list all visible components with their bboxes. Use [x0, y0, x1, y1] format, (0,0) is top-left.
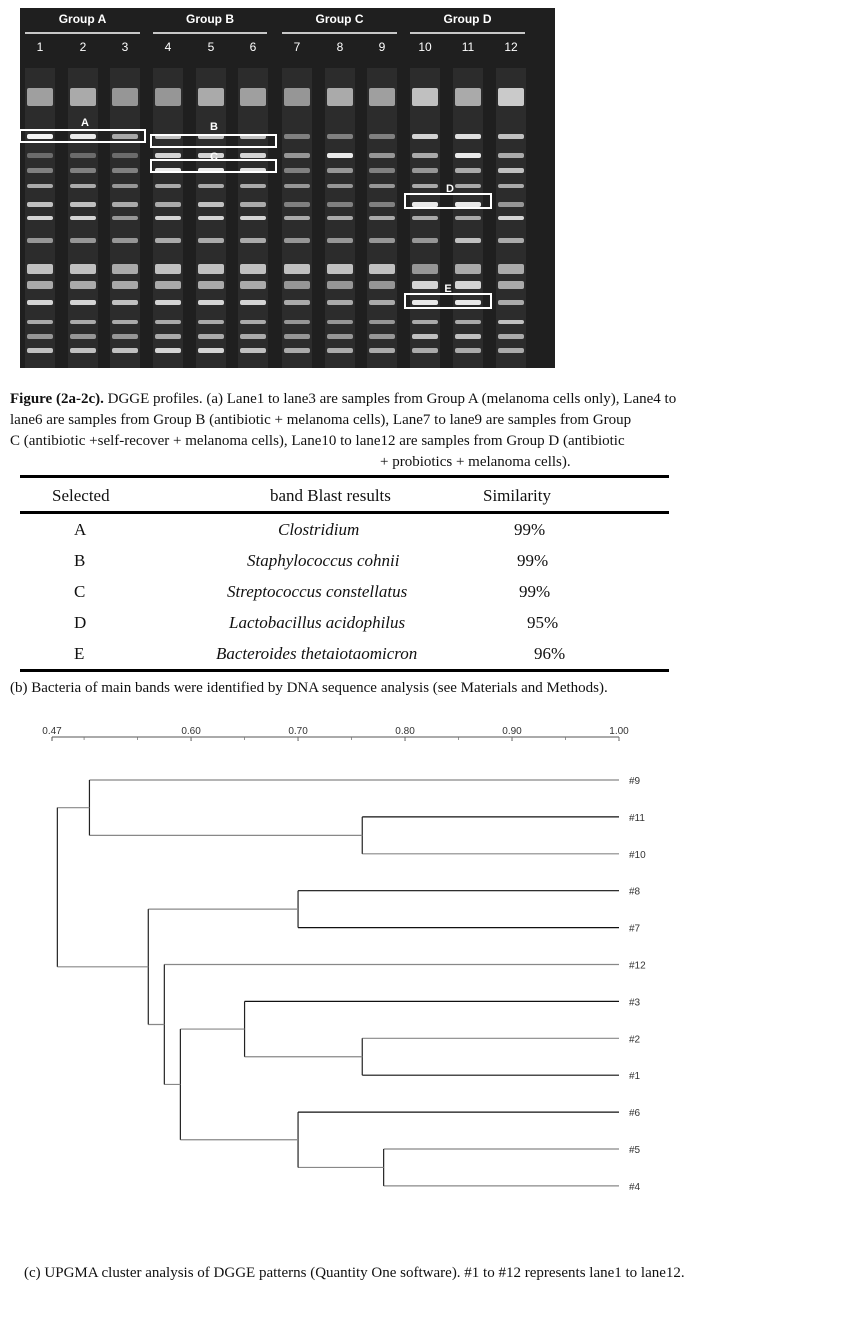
gel-band — [198, 348, 224, 353]
gel-band — [198, 238, 224, 243]
gel-band — [455, 184, 481, 188]
gel-band — [198, 184, 224, 188]
gel-band — [498, 134, 524, 139]
gel-band — [455, 202, 481, 207]
gel-band — [455, 300, 481, 305]
gel-band — [198, 216, 224, 220]
cell-band: E — [74, 644, 85, 663]
gel-band — [27, 300, 53, 305]
gel-band — [412, 202, 438, 207]
axis-tick-label: 0.60 — [181, 726, 201, 737]
table-row — [20, 638, 669, 669]
gel-band — [27, 320, 53, 324]
gel-band — [498, 88, 524, 106]
gel-band — [155, 348, 181, 353]
gel-band — [327, 238, 353, 243]
gel-band — [412, 320, 438, 324]
leaf-label: #1 — [629, 1071, 641, 1083]
leaf-label: #11 — [629, 812, 645, 824]
gel-band — [112, 216, 138, 220]
lane-number: 3 — [121, 40, 129, 54]
lane-number: 10 — [418, 40, 432, 54]
gel-band — [369, 281, 395, 289]
gel-band — [70, 168, 96, 173]
gel-band — [112, 134, 138, 139]
gel-band — [27, 348, 53, 353]
gel-band — [240, 216, 266, 220]
gel-band — [70, 264, 96, 274]
gel-band — [327, 300, 353, 305]
cell-species: Staphylococcus cohnii — [247, 551, 400, 570]
table-row — [20, 514, 669, 545]
gel-band — [198, 320, 224, 324]
gel-band — [70, 88, 96, 106]
cell-band: C — [74, 582, 86, 601]
gel-band — [327, 184, 353, 188]
upgma-dendrogram — [0, 715, 864, 1215]
gel-band — [198, 88, 224, 106]
gel-band — [327, 134, 353, 139]
gel-band — [155, 153, 181, 158]
gel-band — [27, 168, 53, 173]
gel-band — [240, 88, 266, 106]
table-row — [20, 576, 669, 607]
caption-a-line4: + probiotics + melanoma cells). — [380, 454, 571, 470]
gel-band — [455, 216, 481, 220]
gel-band — [155, 238, 181, 243]
gel-band — [155, 184, 181, 188]
leaf-label: #3 — [629, 997, 641, 1009]
gel-band — [498, 202, 524, 207]
leaf-label: #8 — [629, 886, 641, 898]
gel-band — [455, 134, 481, 139]
cell-similarity: 99% — [519, 582, 551, 601]
gel-band — [498, 300, 524, 305]
gel-band — [70, 238, 96, 243]
group-label: Group D — [443, 12, 492, 26]
gel-band — [455, 88, 481, 106]
gel-band — [412, 264, 438, 274]
gel-band — [284, 334, 310, 339]
lane-number: 4 — [164, 40, 172, 54]
gel-band — [284, 300, 310, 305]
gel-band — [455, 264, 481, 274]
gel-band — [498, 334, 524, 339]
gel-band — [240, 281, 266, 289]
group-label: Group A — [58, 12, 107, 26]
header-selected: Selected — [52, 486, 110, 505]
gel-band — [284, 202, 310, 207]
gel-band — [412, 238, 438, 243]
gel-band — [369, 264, 395, 274]
gel-band — [284, 184, 310, 188]
gel-band — [27, 202, 53, 207]
lane-number: 9 — [378, 40, 386, 54]
figure-caption-b: (b) Bacteria of main bands were identified by DNA sequence analysis (see Materials and Methods). — [10, 680, 608, 696]
blast-results-table — [20, 475, 669, 672]
axis-tick-label: 0.80 — [395, 726, 415, 737]
leaf-label: #4 — [629, 1181, 641, 1193]
lane-number: 5 — [207, 40, 215, 54]
cell-species: Streptococcus constellatus — [227, 582, 408, 601]
header-similarity: Similarity — [483, 486, 551, 505]
gel-band — [498, 238, 524, 243]
gel-band — [284, 216, 310, 220]
lane-number: 12 — [504, 40, 518, 54]
lane-number: 7 — [293, 40, 301, 54]
gel-band — [284, 348, 310, 353]
gel-band — [327, 153, 353, 158]
gel-band — [369, 320, 395, 324]
leaf-label: #10 — [629, 849, 646, 861]
gel-band — [112, 238, 138, 243]
group-label: Group B — [186, 12, 234, 26]
cell-band: A — [74, 520, 87, 539]
gel-band — [198, 202, 224, 207]
gel-band — [70, 281, 96, 289]
leaf-label: #2 — [629, 1034, 641, 1046]
gel-band — [27, 216, 53, 220]
cell-species: Bacteroides thetaiotaomicron — [216, 644, 418, 663]
gel-band — [284, 264, 310, 274]
gel-band — [284, 134, 310, 139]
gel-band — [455, 334, 481, 339]
lane-number: 2 — [79, 40, 87, 54]
gel-band — [327, 216, 353, 220]
gel-band — [70, 300, 96, 305]
gel-band — [412, 348, 438, 353]
gel-band — [240, 153, 266, 158]
group-label: Group C — [315, 12, 364, 26]
gel-band — [327, 320, 353, 324]
gel-band — [369, 238, 395, 243]
axis-tick-label: 0.70 — [288, 726, 308, 737]
gel-band — [327, 281, 353, 289]
gel-band — [240, 238, 266, 243]
cell-similarity: 99% — [514, 520, 546, 539]
gel-svg — [20, 8, 555, 368]
gel-band — [455, 168, 481, 173]
cell-similarity: 95% — [527, 613, 559, 632]
gel-band — [455, 238, 481, 243]
leaf-label: #12 — [629, 960, 646, 972]
caption-a-line2: lane6 are samples from Group B (antibiotic + melanoma cells), Lane7 to lane9 are samples from Group — [10, 412, 632, 428]
gel-band — [27, 238, 53, 243]
gel-band — [198, 334, 224, 339]
gel-band — [155, 334, 181, 339]
gel-band — [27, 184, 53, 188]
gel-band — [27, 334, 53, 339]
cell-species: Clostridium — [278, 520, 360, 539]
gel-band — [27, 134, 53, 139]
gel-band — [369, 300, 395, 305]
gel-band — [498, 281, 524, 289]
gel-band — [369, 153, 395, 158]
gel-band — [70, 134, 96, 139]
gel-band — [240, 334, 266, 339]
gel-band — [112, 348, 138, 353]
gel-band — [112, 153, 138, 158]
gel-band — [455, 281, 481, 289]
gel-band — [327, 348, 353, 353]
caption-a-line3: C (antibiotic +self-recover + melanoma cells), Lane10 to lane12 are samples from Group D (antibiotic — [10, 433, 625, 449]
cell-band: D — [74, 613, 87, 632]
gel-band — [112, 334, 138, 339]
axis-tick-label: 0.47 — [42, 726, 62, 737]
gel-band — [112, 202, 138, 207]
gel-band — [112, 264, 138, 274]
gel-band — [155, 320, 181, 324]
gel-band — [455, 348, 481, 353]
gel-band — [412, 334, 438, 339]
gel-band — [369, 202, 395, 207]
gel-band — [112, 168, 138, 173]
gel-band — [240, 300, 266, 305]
gel-band — [70, 216, 96, 220]
axis-tick-label: 0.90 — [502, 726, 522, 737]
cell-similarity: 99% — [517, 551, 549, 570]
gel-band — [327, 334, 353, 339]
table-body — [20, 514, 669, 669]
table-bottom-rule — [20, 669, 669, 672]
gel-band — [240, 202, 266, 207]
gel-band — [240, 264, 266, 274]
gel-band — [412, 184, 438, 188]
gel-band — [284, 320, 310, 324]
axis-tick-label: 1.00 — [609, 726, 629, 737]
gel-band — [240, 320, 266, 324]
gel-band — [70, 202, 96, 207]
header-blast: band Blast results — [270, 486, 391, 505]
selected-band-label: B — [210, 121, 218, 133]
gel-band — [284, 281, 310, 289]
gel-band — [369, 134, 395, 139]
selected-band-label: D — [446, 183, 454, 195]
table-header — [20, 478, 669, 511]
gel-band — [70, 153, 96, 158]
gel-band — [112, 300, 138, 305]
lane-number: 6 — [249, 40, 257, 54]
gel-band — [155, 300, 181, 305]
lane-number: 1 — [36, 40, 44, 54]
gel-band — [327, 88, 353, 106]
gel-band — [498, 184, 524, 188]
gel-band — [240, 348, 266, 353]
gel-band — [412, 88, 438, 106]
gel-band — [412, 134, 438, 139]
gel-band — [327, 264, 353, 274]
gel-band — [198, 281, 224, 289]
gel-band — [498, 153, 524, 158]
gel-band — [412, 153, 438, 158]
gel-band — [155, 202, 181, 207]
gel-band — [70, 320, 96, 324]
gel-band — [70, 184, 96, 188]
gel-band — [198, 264, 224, 274]
selected-band-label: C — [210, 151, 218, 163]
leaf-label: #7 — [629, 923, 641, 935]
gel-band — [70, 334, 96, 339]
cell-similarity: 96% — [534, 644, 566, 663]
gel-band — [498, 348, 524, 353]
gel-band — [284, 238, 310, 243]
gel-band — [498, 320, 524, 324]
gel-band — [369, 216, 395, 220]
gel-band — [369, 334, 395, 339]
gel-band — [240, 184, 266, 188]
leaf-label: #6 — [629, 1108, 641, 1120]
gel-band — [112, 320, 138, 324]
gel-band — [112, 281, 138, 289]
gel-band — [412, 168, 438, 173]
gel-band — [327, 168, 353, 173]
figure-caption-a — [10, 389, 850, 473]
gel-band — [70, 348, 96, 353]
gel-band — [155, 281, 181, 289]
gel-band — [369, 88, 395, 106]
figure-label: Figure (2a-2c). — [10, 391, 104, 407]
gel-band — [27, 153, 53, 158]
gel-band — [498, 216, 524, 220]
gel-band — [327, 202, 353, 207]
gel-band — [112, 184, 138, 188]
gel-band — [455, 153, 481, 158]
gel-band — [155, 88, 181, 106]
dgge-gel-image — [20, 8, 555, 368]
figure-caption-c: (c) UPGMA cluster analysis of DGGE patterns (Quantity One software). #1 to #12 represents lane1 to lane12. — [24, 1265, 685, 1281]
gel-band — [27, 264, 53, 274]
table-row — [20, 607, 669, 638]
gel-band — [284, 153, 310, 158]
selected-band-label: A — [81, 117, 89, 129]
gel-band — [155, 264, 181, 274]
gel-band — [112, 88, 138, 106]
leaf-label: #9 — [629, 776, 641, 787]
table-row — [20, 545, 669, 576]
gel-band — [27, 88, 53, 106]
gel-band — [369, 168, 395, 173]
lane-number: 8 — [336, 40, 344, 54]
gel-band — [412, 281, 438, 289]
gel-band — [498, 264, 524, 274]
gel-band — [198, 300, 224, 305]
caption-a-line1: Figure (2a-2c). DGGE profiles. (a) Lane1 to lane3 are samples from Group A (melanoma cells only), Lane4 to — [10, 391, 677, 407]
gel-band — [412, 300, 438, 305]
leaf-label: #5 — [629, 1145, 641, 1156]
gel-band — [412, 216, 438, 220]
gel-band — [369, 184, 395, 188]
gel-band — [284, 168, 310, 173]
gel-band — [27, 281, 53, 289]
gel-band — [155, 216, 181, 220]
gel-band — [498, 168, 524, 173]
gel-band — [369, 348, 395, 353]
gel-band — [455, 320, 481, 324]
cell-band: B — [74, 551, 86, 570]
selected-band-label: E — [444, 283, 452, 295]
cell-species: Lactobacillus acidophilus — [229, 613, 406, 632]
gel-band — [284, 88, 310, 106]
lane-number: 11 — [461, 40, 475, 54]
